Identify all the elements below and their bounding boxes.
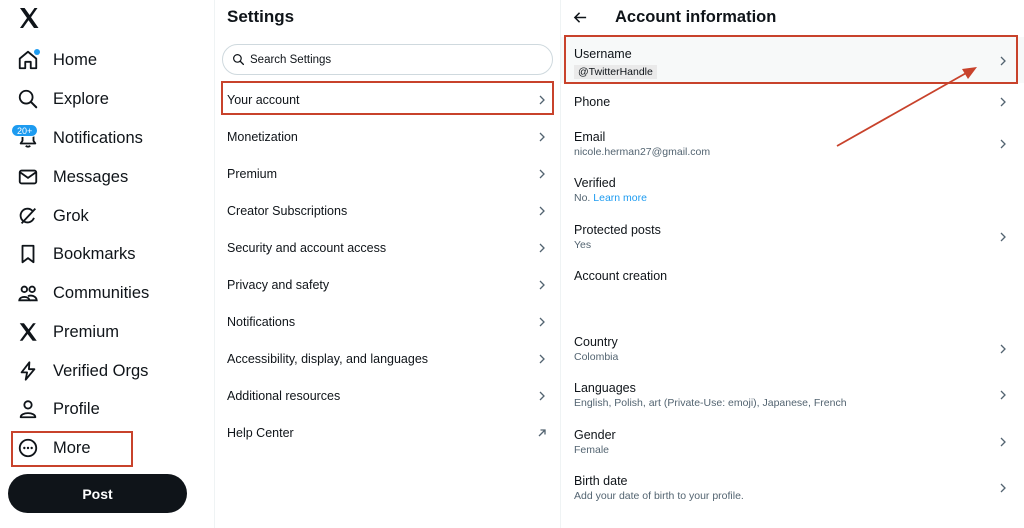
- nav-verified-orgs-label: Verified Orgs: [53, 361, 149, 380]
- account-header: [573, 6, 776, 28]
- chevron-right-icon: [998, 483, 1008, 493]
- learn-more-link[interactable]: Learn more: [593, 192, 647, 204]
- username-label: Username: [574, 47, 632, 61]
- settings-item-label: Notifications: [227, 315, 296, 329]
- back-arrow-icon[interactable]: [573, 10, 588, 25]
- person-icon: [16, 397, 40, 421]
- chevron-right-icon: [537, 317, 547, 327]
- phone-row[interactable]: [561, 95, 1024, 115]
- gender-row[interactable]: [561, 428, 1024, 460]
- nav-communities-label: Communities: [53, 283, 150, 302]
- search-settings-box[interactable]: [222, 44, 553, 75]
- nav-premium[interactable]: [16, 316, 119, 348]
- unread-dot: [34, 49, 40, 55]
- settings-item-label: Your account: [227, 93, 300, 107]
- username-highlight-box: [564, 35, 1018, 84]
- nav-messages-label: Messages: [53, 167, 129, 186]
- settings-item-privacy[interactable]: [215, 269, 561, 301]
- settings-item-monetization[interactable]: [215, 121, 561, 153]
- search-icon: [232, 53, 245, 66]
- account-information-title: Account information: [615, 7, 777, 26]
- email-label: Email: [574, 130, 606, 144]
- email-row[interactable]: [561, 130, 1024, 162]
- settings-item-security[interactable]: [215, 232, 561, 264]
- settings-item-label: Accessibility, display, and languages: [227, 352, 429, 366]
- account-information-panel: [560, 0, 1024, 528]
- settings-item-creator-subscriptions[interactable]: [215, 195, 561, 227]
- nav-bookmarks[interactable]: [16, 238, 136, 270]
- languages-label: Languages: [574, 381, 636, 395]
- external-link-arrow-icon: [537, 428, 547, 438]
- more-highlight-box: [11, 431, 133, 467]
- nav-explore[interactable]: [16, 83, 109, 115]
- nav-more-label: More: [53, 438, 91, 457]
- protected-posts-label: Protected posts: [574, 223, 661, 237]
- protected-posts-row[interactable]: [561, 223, 1024, 255]
- chevron-right-icon: [537, 243, 547, 253]
- envelope-icon: [16, 165, 40, 189]
- settings-item-label: Monetization: [227, 130, 298, 144]
- settings-item-help-center[interactable]: [215, 417, 561, 449]
- nav-profile[interactable]: [16, 393, 100, 425]
- protected-posts-value: Yes: [574, 239, 592, 251]
- chevron-right-icon: [537, 206, 547, 216]
- chevron-right-icon: [998, 97, 1008, 107]
- username-value: @TwitterHandle: [574, 65, 657, 79]
- birth-date-label: Birth date: [574, 474, 628, 488]
- verified-value: No.: [574, 192, 591, 204]
- bookmark-icon: [16, 242, 40, 266]
- nav-messages[interactable]: [16, 161, 128, 193]
- languages-value: English, Polish, art (Private-Use: emoji), Japanese, French: [574, 397, 847, 409]
- settings-item-label: Creator Subscriptions: [227, 204, 348, 218]
- x-logo-icon[interactable]: [16, 6, 42, 30]
- chevron-right-icon: [537, 391, 547, 401]
- settings-panel: [214, 0, 560, 528]
- nav-profile-label: Profile: [53, 399, 100, 418]
- chevron-right-icon: [998, 344, 1008, 354]
- settings-item-additional-resources[interactable]: [215, 380, 561, 412]
- email-value: nicole.herman27@gmail.com: [574, 146, 711, 158]
- lightning-icon: [16, 359, 40, 383]
- nav-notifications-label: Notifications: [53, 128, 143, 147]
- settings-item-label: Privacy and safety: [227, 278, 330, 292]
- country-label: Country: [574, 335, 618, 349]
- search-settings-input[interactable]: [250, 54, 530, 66]
- x-logo-icon: [16, 320, 40, 344]
- nav-premium-label: Premium: [53, 322, 120, 341]
- nav-home-label: Home: [53, 50, 98, 69]
- birth-date-value: Add your date of birth to your profile.: [574, 490, 744, 502]
- chevron-right-icon: [537, 280, 547, 290]
- nav-explore-label: Explore: [53, 89, 109, 108]
- your-account-highlight-box: [221, 81, 554, 115]
- nav-communities[interactable]: [16, 277, 149, 309]
- people-icon: [16, 281, 40, 305]
- chevron-right-icon: [537, 169, 547, 179]
- settings-item-label: Additional resources: [227, 389, 341, 403]
- nav-bookmarks-label: Bookmarks: [53, 244, 136, 263]
- verified-label: Verified: [574, 176, 616, 190]
- settings-item-notifications[interactable]: [215, 306, 561, 338]
- primary-nav: [0, 0, 214, 528]
- nav-grok-label: Grok: [53, 206, 89, 225]
- nav-grok[interactable]: [16, 200, 89, 232]
- phone-label: Phone: [574, 95, 611, 109]
- nav-verified-orgs[interactable]: [16, 355, 148, 387]
- nav-home[interactable]: [16, 44, 97, 76]
- settings-item-label: Help Center: [227, 426, 294, 440]
- gender-label: Gender: [574, 428, 616, 442]
- settings-item-label: Security and account access: [227, 241, 387, 255]
- settings-item-accessibility[interactable]: [215, 343, 561, 375]
- country-value: Colombia: [574, 351, 619, 363]
- chevron-right-icon: [998, 437, 1008, 447]
- verified-row: [561, 176, 1024, 208]
- home-icon: [16, 48, 40, 72]
- chevron-right-icon: [537, 132, 547, 142]
- chevron-right-icon: [998, 390, 1008, 400]
- post-button[interactable]: Post: [8, 474, 187, 513]
- settings-item-premium[interactable]: [215, 158, 561, 190]
- settings-title: Settings: [227, 7, 295, 26]
- notifications-badge: 20+: [11, 124, 38, 137]
- country-row[interactable]: [561, 335, 1024, 367]
- chevron-right-icon: [998, 139, 1008, 149]
- languages-row[interactable]: [561, 381, 1024, 413]
- grok-icon: [16, 204, 40, 228]
- search-icon: [16, 87, 40, 111]
- chevron-right-icon: [998, 232, 1008, 242]
- birth-date-row[interactable]: [561, 474, 1024, 506]
- chevron-right-icon: [537, 354, 547, 364]
- account-creation-row: [561, 269, 1024, 311]
- account-creation-label: Account creation: [574, 269, 668, 283]
- settings-item-label: Premium: [227, 167, 278, 181]
- gender-value: Female: [574, 444, 610, 456]
